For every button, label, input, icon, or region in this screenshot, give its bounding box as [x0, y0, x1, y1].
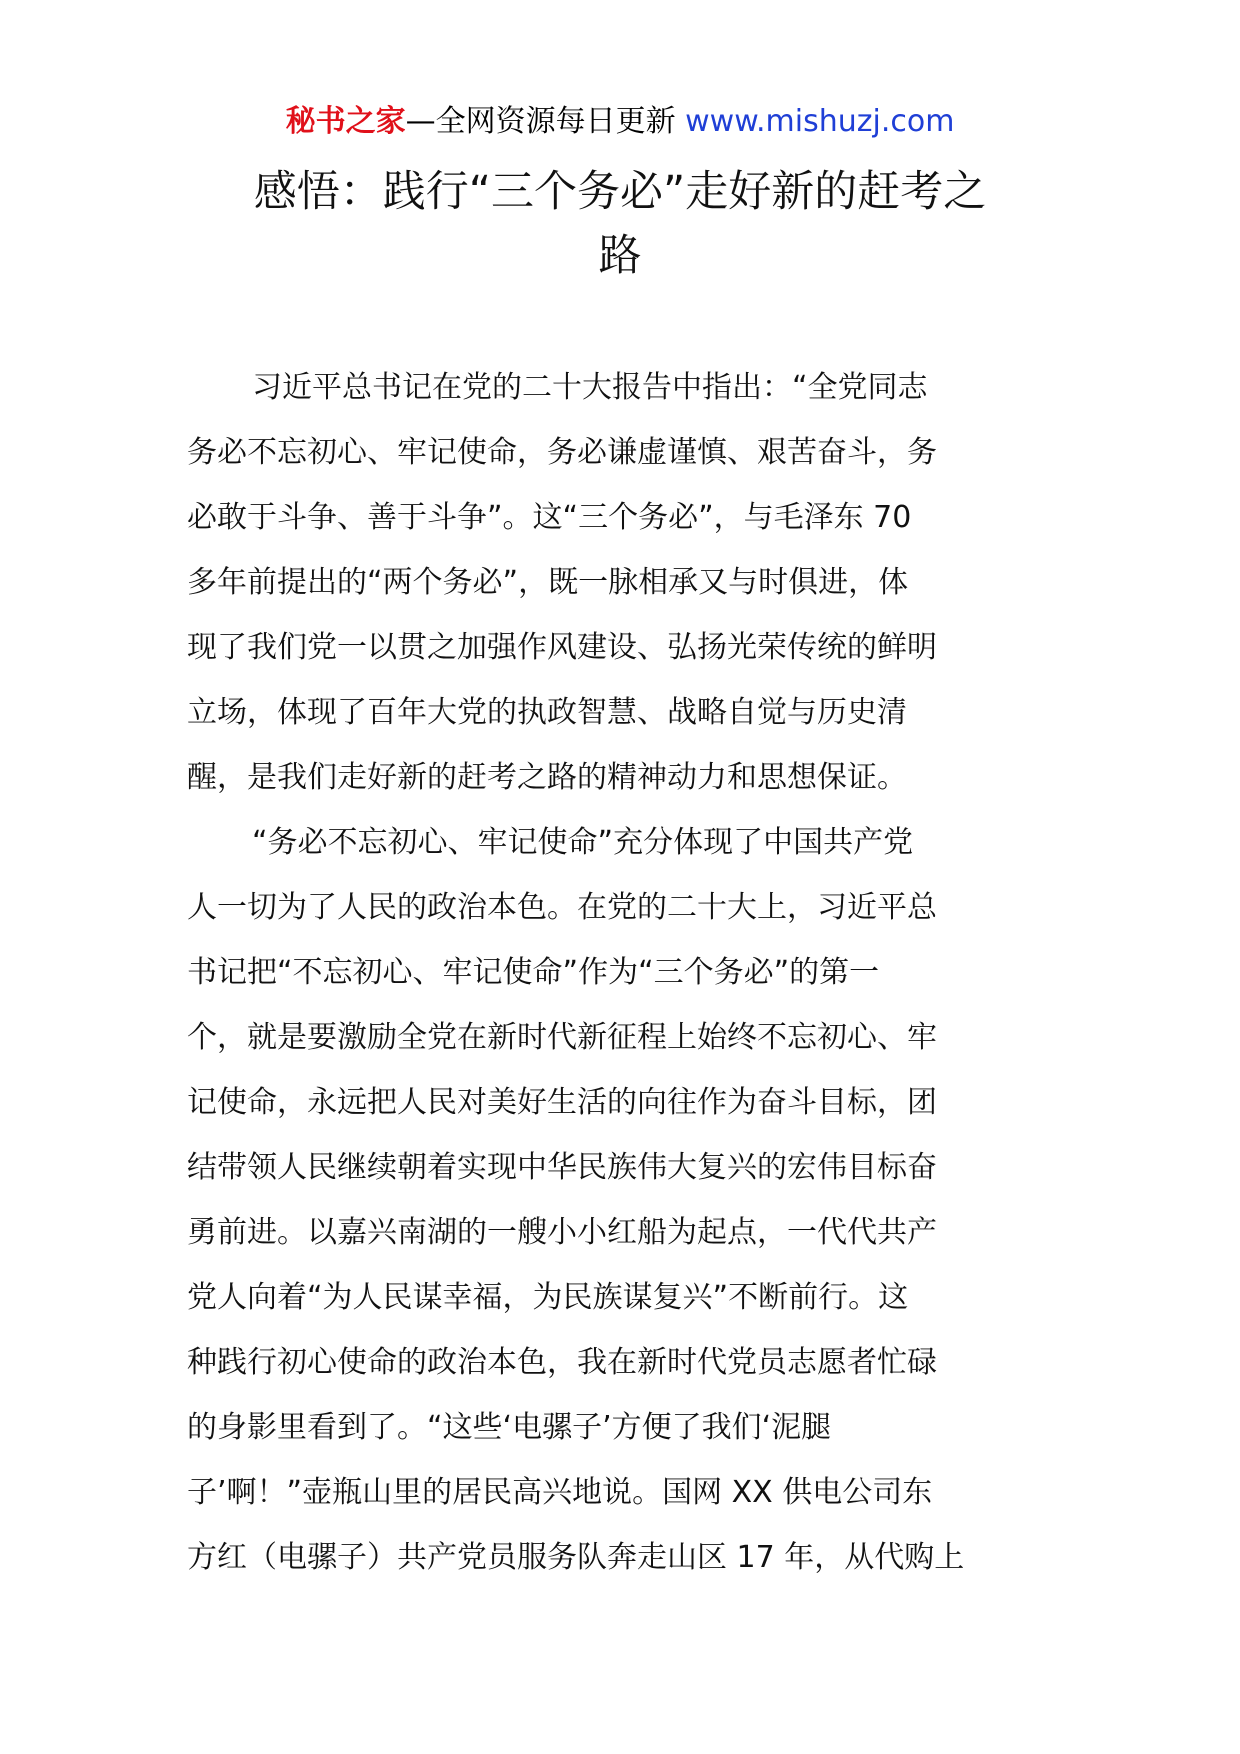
- document-title: [190, 160, 1050, 288]
- body-line: “务必不忘初心、牢记使命”充分体现了中国共产党: [252, 825, 914, 860]
- body-line: 务必不忘初心、牢记使命，务必谦虚谨慎、艰苦奋斗，务: [187, 435, 937, 470]
- body-line: 必敢于斗争、善于斗争”。这“三个务必”，与毛泽东 70: [187, 500, 912, 535]
- body-line: 方红（电骡子）共产党员服务队奔走山区 17 年，从代购上: [187, 1540, 965, 1575]
- body-line: 书记把“不忘初心、牢记使命”作为“三个务必”的第一: [187, 955, 880, 990]
- body-line: 人一切为了人民的政治本色。在党的二十大上，习近平总: [187, 890, 937, 925]
- body-line: 现了我们党一以贯之加强作风建设、弘扬光荣传统的鲜明: [187, 630, 937, 665]
- body-line: 党人向着“为人民谋幸福，为民族谋复兴”不断前行。这: [187, 1280, 909, 1315]
- body-line: 结带领人民继续朝着实现中华民族伟大复兴的宏伟目标奋: [187, 1150, 937, 1185]
- document-body: [187, 355, 1057, 1590]
- body-line: 习近平总书记在党的二十大报告中指出：“全党同志: [252, 370, 928, 405]
- body-line: 种践行初心使命的政治本色，我在新时代党员志愿者忙碌: [187, 1345, 937, 1380]
- body-line: 的身影里看到了。“这些‘电骡子’方便了我们‘泥腿: [187, 1410, 832, 1445]
- body-line: 醒，是我们走好新的赶考之路的精神动力和思想保证。: [187, 760, 907, 795]
- site-brand: 秘书之家: [285, 104, 406, 139]
- title-line-1: 感悟：践行“三个务必”走好新的赶考之: [253, 167, 987, 217]
- site-url-link[interactable]: www.mishuzj.com: [685, 104, 955, 139]
- body-line: 多年前提出的“两个务必”，既一脉相承又与时俱进，体: [187, 565, 909, 600]
- body-line: 子’啊！”壶瓶山里的居民高兴地说。国网 XX 供电公司东: [187, 1475, 933, 1510]
- title-line-2: 路: [598, 231, 642, 281]
- body-line: 个，就是要激励全党在新时代新征程上始终不忘初心、牢: [187, 1020, 937, 1055]
- body-line: 立场，体现了百年大党的执政智慧、战略自觉与历史清: [187, 695, 907, 730]
- body-line: 勇前进。以嘉兴南湖的一艘小小红船为起点，一代代共产: [187, 1215, 937, 1250]
- site-header: [0, 100, 1240, 144]
- site-tagline: —全网资源每日更新: [405, 104, 686, 139]
- body-line: 记使命，永远把人民对美好生活的向往作为奋斗目标，团: [187, 1085, 937, 1120]
